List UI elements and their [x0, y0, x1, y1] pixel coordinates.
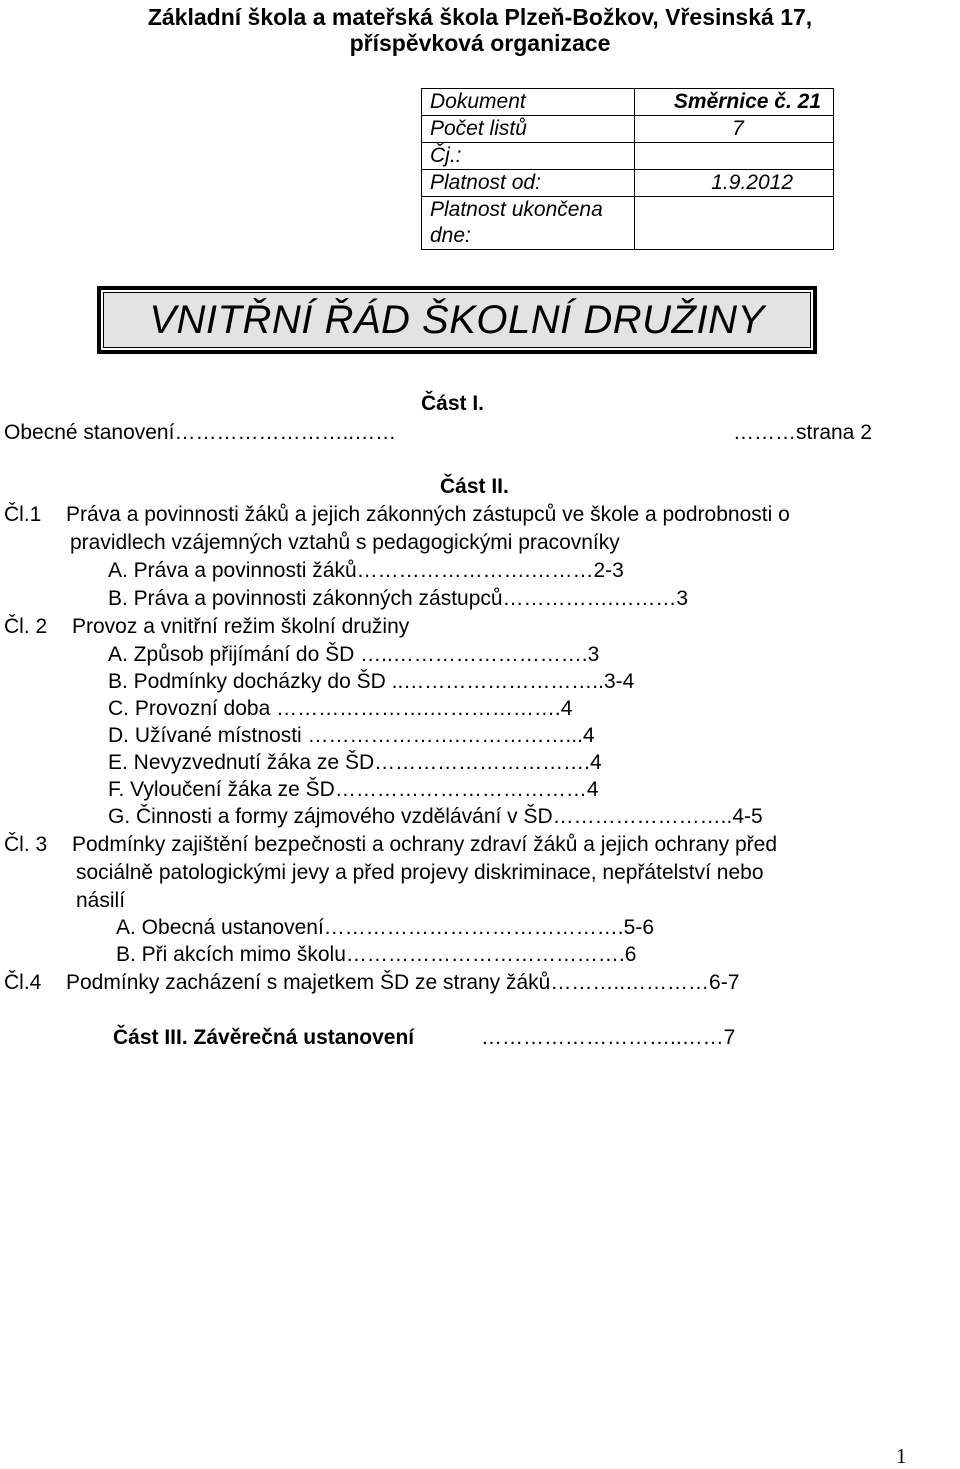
- part1-entry-page: ………strana 2: [733, 421, 872, 444]
- document-meta-table: [421, 88, 834, 250]
- toc-item: A. Způsob přijímání do ŠD …..……………………….3: [108, 643, 600, 666]
- table-row: [422, 197, 834, 250]
- meta-label: Počet listů: [422, 116, 635, 143]
- article-title: Podmínky zajištění bezpečnosti a ochrany zdraví žáků a jejich ochrany před: [72, 833, 778, 856]
- article-title: Práva a povinnosti žáků a jejich zákonných zástupců ve škole a podrobnosti o: [66, 503, 790, 526]
- article-number: Čl.1: [4, 503, 42, 526]
- document-title: VNITŘNÍ ŘÁD ŠKOLNÍ DRUŽINY: [149, 297, 765, 342]
- meta-value: 7: [635, 116, 834, 143]
- toc-item: B. Při akcích mimo školu………………………………….6: [116, 943, 637, 966]
- toc-item: B. Práva a povinnosti zákonných zástupců…………….………3: [108, 587, 689, 610]
- part1-heading: Část I.: [421, 392, 485, 415]
- article-number: Čl.4: [4, 971, 42, 994]
- school-name-line2: příspěvková organizace: [349, 30, 611, 56]
- toc-item: G. Činnosti a formy zájmového vzdělávání v ŠD……………………..4-5: [108, 805, 763, 828]
- part3-page: ………………………..……7: [481, 1026, 736, 1049]
- part1-entry: Obecné stanovení……………………..……: [4, 421, 397, 444]
- toc-item: A. Obecná ustanovení…………………………………….5-6: [116, 916, 654, 939]
- toc-item: A. Práva a povinnosti žáků…………………….………2-3: [108, 559, 624, 582]
- meta-label: Platnost od:: [422, 170, 635, 197]
- toc-item: B. Podmínky docházky do ŠD ..………………………..3-4: [108, 670, 635, 693]
- article-title-cont: pravidlech vzájemných vztahů s pedagogickými pracovníky: [70, 531, 620, 554]
- article-title-cont: sociálně patologickými jevy a před projevy diskriminace, nepřátelství nebo: [76, 861, 764, 884]
- document-title-box: [97, 286, 817, 354]
- article-title: Provoz a vnitřní režim školní družiny: [72, 615, 410, 638]
- article-number: Čl. 2: [4, 615, 48, 638]
- article-number: Čl. 3: [4, 833, 48, 856]
- page-number: 1: [896, 1444, 907, 1468]
- toc-item: E. Nevyzvednutí žáka ze ŠD………………………….4: [108, 751, 602, 774]
- table-row: [422, 170, 834, 197]
- meta-value: 1.9.2012: [635, 170, 834, 197]
- school-name-line1: Základní škola a mateřská škola Plzeň-Božkov, Vřesinská 17,: [147, 4, 813, 30]
- article-title: Podmínky zacházení s majetkem ŠD ze strany žáků………..…………6-7: [66, 971, 740, 994]
- toc-item: F. Vyloučení žáka ze ŠD………………………………4: [108, 778, 599, 801]
- table-row: [422, 143, 834, 170]
- meta-label: Čj.:: [422, 143, 635, 170]
- article-title-cont: násilí: [76, 889, 126, 912]
- toc-item: C. Provozní doba ………………….……………….4: [108, 697, 573, 720]
- table-row: [422, 89, 834, 116]
- meta-value: [635, 143, 834, 170]
- meta-label: Platnost ukončena dne:: [422, 197, 635, 250]
- table-row: [422, 116, 834, 143]
- part3-heading: Část III. Závěrečná ustanovení: [113, 1026, 415, 1049]
- meta-value: Směrnice č. 21: [635, 89, 834, 116]
- part2-heading: Část II.: [440, 475, 509, 498]
- meta-value: [635, 197, 834, 250]
- toc-item: D. Užívané místnosti ………………….……………...4: [108, 724, 595, 747]
- meta-label: Dokument: [422, 89, 635, 116]
